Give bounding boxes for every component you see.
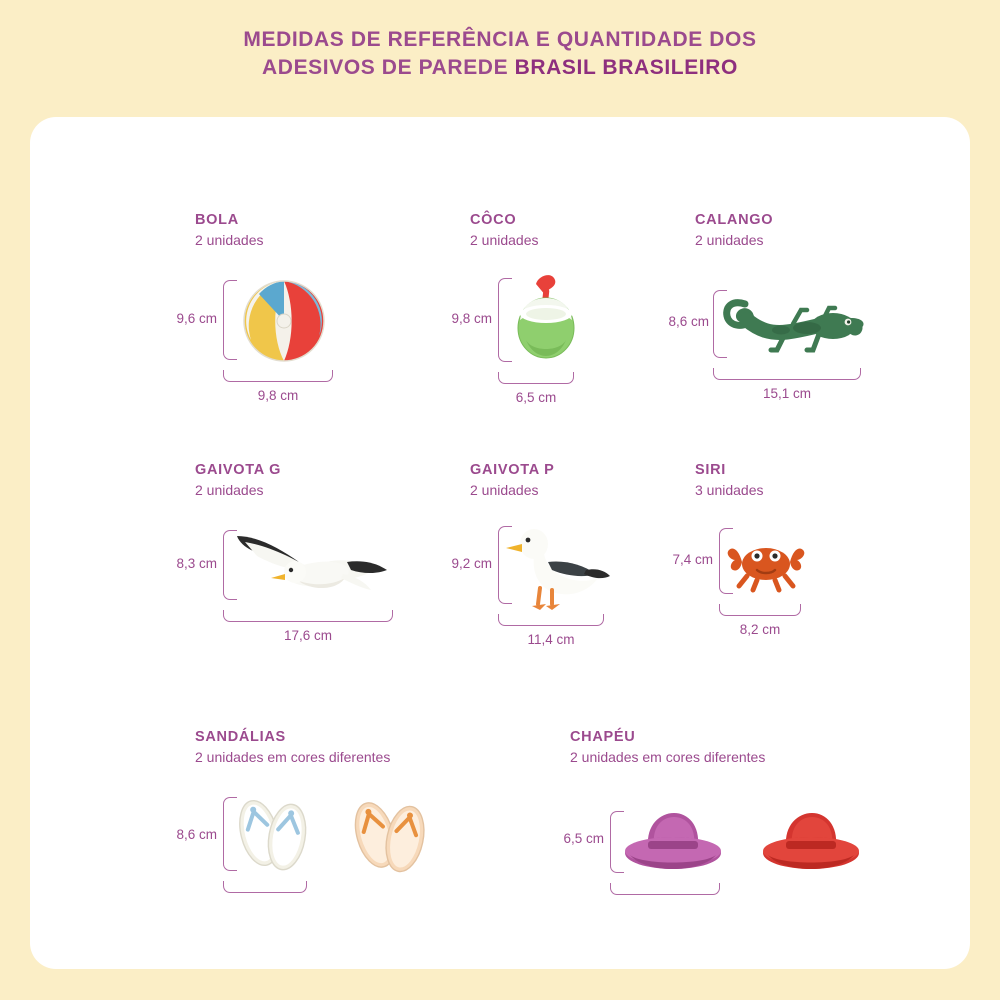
item-title: CÔCO xyxy=(470,212,517,228)
item-siri xyxy=(672,462,895,678)
height-label: 9,8 cm xyxy=(451,311,492,326)
item-quantity: 3 unidades xyxy=(695,482,764,498)
coconut-drink-icon xyxy=(508,266,584,366)
width-bracket xyxy=(719,604,801,616)
width-label: 6,5 cm xyxy=(515,390,557,405)
item-calango xyxy=(668,212,955,428)
flip-flops-orange-icon xyxy=(343,789,439,881)
width-bracket xyxy=(498,372,574,384)
item-quantity: 2 unidades xyxy=(695,232,764,248)
width-label: 15,1 cm xyxy=(762,386,812,401)
width-bracket xyxy=(223,370,333,382)
flip-flops-icon xyxy=(229,787,319,879)
height-label: 8,3 cm xyxy=(176,556,217,571)
width-label: 17,6 cm xyxy=(283,628,333,643)
item-chapeu xyxy=(563,729,900,905)
height-label: 8,6 cm xyxy=(668,314,709,329)
width-label: 9,8 cm xyxy=(257,388,299,403)
item-title: GAIVOTA G xyxy=(195,462,282,478)
height-label: 8,6 cm xyxy=(176,827,217,842)
standing-seagull-icon xyxy=(504,520,614,620)
content-card xyxy=(30,117,970,969)
page-title-line-2 xyxy=(0,54,1000,82)
beach-ball-icon xyxy=(239,276,329,366)
item-title: SIRI xyxy=(695,462,726,478)
item-title: BOLA xyxy=(195,212,239,228)
item-title: GAIVOTA P xyxy=(470,462,555,478)
width-label: 11,4 cm xyxy=(527,632,575,647)
item-quantity: 2 unidades xyxy=(470,482,539,498)
item-gaivota-g xyxy=(176,462,445,678)
page-title xyxy=(0,26,1000,82)
item-quantity: 2 unidades em cores diferentes xyxy=(195,749,391,765)
item-gaivota-p xyxy=(451,462,670,678)
height-label: 7,4 cm xyxy=(672,552,713,567)
width-bracket xyxy=(713,368,861,380)
flying-seagull-icon xyxy=(227,522,397,612)
item-quantity: 2 unidades xyxy=(470,232,539,248)
page-title-line-2-prefix: ADESIVOS DE PAREDE xyxy=(262,56,515,79)
item-bola xyxy=(176,212,425,428)
height-label: 9,2 cm xyxy=(451,556,492,571)
height-bracket xyxy=(223,280,237,360)
sun-hat-red-icon xyxy=(756,803,866,881)
page-title-line-1: MEDIDAS DE REFERÊNCIA E QUANTIDADE DOS xyxy=(243,28,757,51)
item-title: SANDÁLIAS xyxy=(195,729,286,745)
width-label: 8,2 cm xyxy=(739,622,781,637)
height-label: 6,5 cm xyxy=(563,831,604,846)
page-title-brand: BRASIL BRASILEIRO xyxy=(514,56,738,79)
width-bracket xyxy=(223,881,307,893)
item-quantity: 2 unidades xyxy=(195,232,264,248)
lizard-icon xyxy=(715,284,865,364)
item-title: CHAPÉU xyxy=(570,729,636,745)
item-sandalias xyxy=(176,729,525,905)
item-quantity: 2 unidades em cores diferentes xyxy=(570,749,766,765)
sun-hat-icon xyxy=(618,803,728,881)
crab-icon xyxy=(725,528,807,598)
width-bracket xyxy=(610,883,720,895)
item-title: CALANGO xyxy=(695,212,774,228)
item-quantity: 2 unidades xyxy=(195,482,264,498)
height-label: 9,6 cm xyxy=(176,311,217,326)
